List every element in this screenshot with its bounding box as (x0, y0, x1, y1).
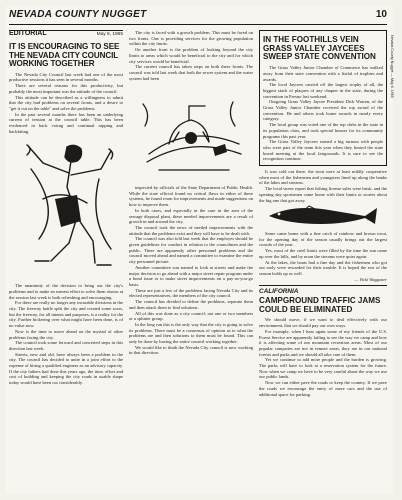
paragraph: Outgoing Grass Valley Jaycee President Dick Warren, of the Grass Valley Junior Chamber received the top award of the convention. He and others took home awards in nearly every category. (263, 99, 383, 122)
paragraph: Now we can either pave the roads or keep the country. If we pave the roads we encourage the entry of more cars and the use of additional space for parking. (259, 380, 387, 397)
paragraph: The unanimity of the decision to bring out the city's problems and to make an earnest effort to solve them shown at the session last week is both refreshing and encouraging. (9, 283, 123, 300)
editorial-body-top (9, 72, 123, 135)
paragraph: We would like to think the Nevada City council is now working in that direction. (129, 344, 253, 356)
editorial-header (9, 30, 123, 41)
paragraph: The city is faced with a growth problem. This must be faced on two fronts. One is providing services for the growing population within the city limits. (129, 30, 253, 47)
paragraph: It was cold out there, the trout were at least mildly cooperative when most of the fishermen and youngsters lined up along the banks of the lakes and streams. (259, 169, 387, 186)
editorial-date: May 6, 1965 (96, 32, 123, 37)
paragraph: The council has decided to define the problems, separate them and then attack them to find solutions. (129, 299, 253, 310)
paragraph: The Grass Valley Jaycees earned a big turnout with people who were part of the team this year when they hosted the state board meeting at the local fairgrounds. It is sure to see the recognition continue. (263, 139, 383, 162)
editorial-body-bottom (9, 283, 123, 386)
paragraph: In both cases, and especially in the case in the area of the sewage disposal plant, these needed improvements are a result of growth in and around the city. (129, 207, 253, 225)
side-folio-text: Nevada County Nugget — May 6, 1965 (390, 35, 394, 98)
paragraph: These are just a few of the problems facing Nevada City and its elected representatives, the members of the city council. (129, 287, 253, 299)
paragraph: This attitude can be described as a willingness to admit that the city had problems on several fronts, and a desire to "get it out on the table" and solve the problems. (9, 94, 123, 111)
paragraph: Some came home with a fine catch of rainbow and brown trout, for the opening day of the season usually brings out the largest crowds of the year. (259, 230, 387, 248)
wrestling-man-illustration (9, 139, 123, 279)
paragraph: All of this was done as a city council; not one or two members or a splinter group. (129, 310, 253, 322)
section-label: CALIFORNIA (259, 288, 299, 296)
leaking-pipe-illustration (129, 84, 253, 180)
right-column (259, 30, 387, 397)
paragraph: The Nevada City Council last week had one of the most productive sessions it has seen in several months. (9, 71, 123, 83)
editorial-column (9, 30, 123, 386)
paragraph: For example, when I hear again some of my friends of the U.S. Forest Service are apparently failing to see the way we camp and how it is affecting some of our mountain recreation areas. Most of our popular campsites are not in remote areas, they are in our national forests and parks and we should all take care of them. (259, 328, 387, 357)
paragraph: The local Jaycees carried off the largest trophy of all, the biggest stack of plaques of any chapter in the state, during the convention in Fresno last weekend. (263, 82, 383, 99)
paragraph: The current council has taken steps on both these fronts. The council was told last week that both the sewer system and the water system had been (129, 64, 253, 81)
paragraph: Streets, new and old, have always been a problem in the city. The council has decided to unite in a joint effort to the expense of hiring a qualified engineer as an advisory capacity. If the city fathers had done this years ago, the time, effort and cost of building and keeping the city roads in usable shape today would have been cut considerably. (9, 351, 123, 386)
paragraph: The local stores report that fishing license sales were brisk, and the opening day sportsmen came home with their limits or stories about the big one that got away. (259, 186, 387, 203)
side-folio (387, 36, 395, 136)
paragraph: The council took the news of needed improvements with the attitude that the problems exist and they will have to be dealt with. (129, 224, 253, 236)
paragraph: For there are really no longer any incurable divisions in the city. The freeway battle split the city and created some scars, but the freeway, for all intents and purposes, is a reality for the city. Further bickering over what might have been done, is of no value now. (9, 300, 123, 329)
paragraph: There are several reasons for this productivity, but probably the most important was the attitude of the council. (9, 83, 123, 94)
editorial-headline: IT IS ENCOURAGING TO SEE THE NEVADA CITY COUNCIL WORKING TOGETHER (9, 42, 120, 69)
paragraph: Yes, most of the creel limits were filled by the time the sun came up over the hills, and by noon the streams were quiet again. (259, 248, 387, 259)
fishing-story (259, 169, 387, 282)
jaycees-headline: IN THE FOOTHILLS VEIN GRASS VALLEY JAYCEES SWEEP STATE CONVENTION (263, 35, 376, 62)
middle-body-bottom (129, 185, 253, 356)
paragraph: The Grass Valley Junior Chamber of Commerce has walked away from their state convention with a fistful of trophies and awards. (263, 65, 383, 82)
newspaper-page (5, 6, 393, 494)
fish-illustration (263, 205, 383, 227)
campground-story (259, 285, 387, 397)
page-number: 10 (375, 9, 387, 20)
paragraph: The council took some forward and concerted steps in this direction last week. (9, 340, 123, 351)
paragraph: Yet we continue to add more people and the burden is growing. The parks will have to look at a reservation system for the future. Now when we camp we have to be very careful about the way we use our public lands. (259, 357, 387, 380)
editorial-label: EDITORIAL (9, 30, 47, 37)
paragraph: In the long run this is the only way that the city is going to solve its problems. There must be a consensus of opinion as to what the problems are and then solutions to them must be found. This can only be done by having the entire council working together. (129, 321, 253, 345)
paragraph: At the lakes, the boats had a fine day and the fishermen who got out early were rewarded for their trouble. It is hoped the rest of the season holds up as well. (259, 259, 387, 276)
paragraph: The council was also told last week that the employes should be given guidelines for conduct in relation to the councilmen and the public. There are apparently other personnel problems and the council moved ahead and named a committee to examine the entire city personnel picture. (129, 236, 253, 265)
paragraph: The local group was voted one of the top clubs in the state in its population class, and took special honors for its community programs this past year. (263, 122, 383, 139)
paragraph: Now is the time to move ahead on the myriad of other problems facing the city. (9, 328, 123, 340)
campground-headline: CAMPGROUND TRAFFIC JAMS COULD BE ELIMINATED (259, 296, 381, 314)
masthead-title: NEVADA COUNTY NUGGET (9, 9, 147, 20)
paragraph: Another committee was named to look at streets and make the major decision to go ahead with a major street repair program under a bond issue or to make street improvements on a pay-as-you-go basis. (129, 264, 253, 287)
middle-body-top (129, 30, 253, 81)
paragraph: In the past several months there has been an underlying current of tension at the council table. This has been evidenced in back voting and continual nipping and backbiting. (9, 111, 123, 134)
paragraph: On another front is the problem of looking beyond the city limits to areas which would be beneficial to the city and for which city services would be beneficial. (129, 47, 253, 64)
masthead (9, 10, 387, 25)
paragraph: We should move, if we want to deal effectively with our environment, that we should pay our own ways. (259, 317, 387, 329)
editorial-continued-column (129, 30, 253, 356)
byline: — Vicki Waggoner (354, 276, 387, 282)
paragraph: inspected by officials of the State Department of Public Health. While the state official found no critical flaws in either of these systems, he found room for improvements and made suggestions on how to improve them. (129, 185, 253, 208)
jaycees-story (259, 30, 387, 166)
